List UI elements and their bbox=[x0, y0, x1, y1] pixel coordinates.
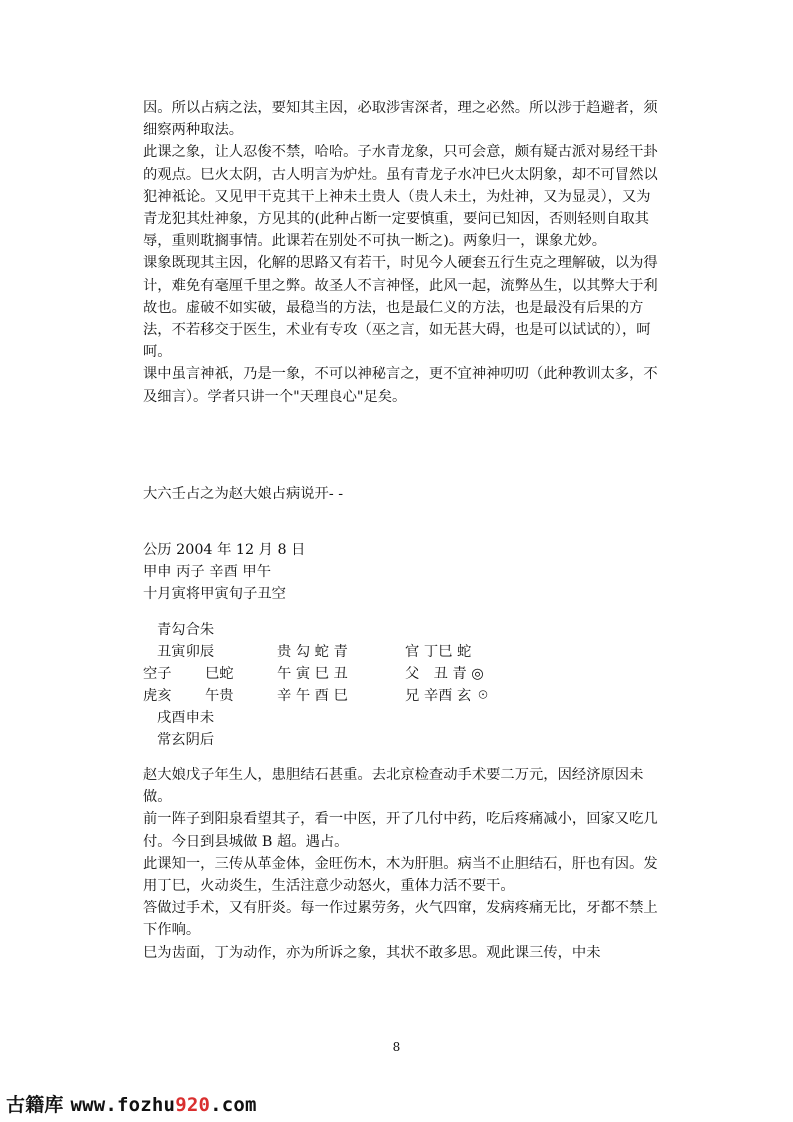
chart-top-labels: 青勾合朱 bbox=[157, 622, 215, 638]
case-line-1: 赵大娘戊子年生人，患胆结石甚重。去北京检查动手术要二万元，因经济原因未做。 bbox=[143, 767, 644, 806]
case-line-2: 前一阵子到阳泉看望其子，看一中医，开了几付中药，吃后疼痛减小，回家又吃几 bbox=[143, 811, 658, 828]
watermark-site-name: 古籍库 bbox=[6, 1094, 64, 1116]
month-general-line: 十月寅将甲寅旬子丑空 bbox=[143, 586, 286, 602]
case-line-7: 下作响。 bbox=[143, 922, 201, 939]
paragraph-1: 因。所以占病之法，要知其主因，必取涉害深者，理之必然。所以涉于趋避者，须细察两种取法。 bbox=[143, 100, 658, 139]
chart-bottom-labels: 常玄阴后 bbox=[157, 732, 215, 748]
case-text-block bbox=[143, 764, 658, 964]
chart-left-row2: 虎亥 bbox=[143, 688, 172, 704]
page-number: 8 bbox=[392, 1040, 401, 1054]
watermark-url-prefix: www.fozhu bbox=[70, 1094, 176, 1116]
case-line-5: 用丁巳，火动炎生，生活注意少动怒火，重体力活不要干。 bbox=[143, 878, 515, 895]
chuan-row-2: 父 丑 青 ◎ bbox=[405, 666, 484, 682]
chuan-row-1: 官 丁巳 蛇 bbox=[405, 644, 472, 660]
case-line-6: 答做过手术，又有肝炎。每一作过累劳务，火气四窜，发病疼痛无比，牙都不禁上 bbox=[143, 900, 658, 917]
top-text-block bbox=[143, 97, 658, 408]
site-watermark bbox=[6, 1090, 257, 1117]
paragraph-3: 课象既现其主因，化解的思路又有若干，时见今人硬套五行生克之理解破，以为得计，难免有毫厘千里之弊。故圣人不言神怪，此风一起，流弊丛生，以其弊大于利故也。虚破不如实破，最稳当的方法，也是最仁义的方法，也是最没有后果的方法，不若移交于医生，术业有专攻（巫之言，如无甚大碍，也是可以试试的），呵呵。 bbox=[143, 255, 658, 361]
section-heading: 大六壬占之为赵大娘占病说开- - bbox=[143, 486, 344, 502]
chuan-row-3: 兄 辛酉 玄 ☉ bbox=[405, 688, 491, 704]
paragraph-4: 课中虽言神祇，乃是一象，不可以神秘言之，更不宜神神叨叨（此种教训太多，不及细言）。学者只讲一个"天理良心"足矣。 bbox=[143, 366, 658, 405]
chart-left-row1-b: 巳蛇 bbox=[205, 666, 234, 682]
chart-top-branches: 丑寅卯辰 bbox=[157, 644, 215, 660]
chart-bottom-branches: 戌酉申未 bbox=[157, 710, 215, 726]
chart-left-row1: 空子 bbox=[143, 666, 172, 682]
date-line: 公历 2004 年 12 月 8 日 bbox=[143, 542, 306, 558]
ganzhi-line: 甲申 丙子 辛酉 甲午 bbox=[143, 564, 272, 580]
ke-row-3: 辛 午 酉 巳 bbox=[277, 688, 348, 704]
watermark-url-number: 920 bbox=[175, 1094, 211, 1116]
ke-row-2: 午 寅 巳 丑 bbox=[277, 666, 348, 682]
ke-row-1: 贵 勾 蛇 青 bbox=[277, 644, 348, 660]
chart-left-row2-b: 午贵 bbox=[205, 688, 234, 704]
case-line-4: 此课知一，三传从革金体，金旺伤木，木为肝胆。病当不止胆结石，肝也有因。发 bbox=[143, 855, 658, 872]
case-line-8: 巳为齿面，丁为动作，亦为所诉之象，其状不敢多思。观此课三传，中未 bbox=[143, 944, 601, 961]
watermark-url bbox=[70, 1094, 256, 1116]
paragraph-2: 此课之象，让人忍俊不禁，哈哈。子水青龙象，只可会意，颇有疑古派对易经干卦的观点。巳火太阴，古人明言为炉灶。虽有青龙子水冲巳火太阴象，却不可冒然以犯神祗论。又见甲干克其干上神未土贵人（贵人未土，为灶神，又为显灵），又为青龙犯其灶神象，方见其的(此种占断一定要慎重，要问已知因，否则轻则自取其辱，重则耽搁事情。此课若在别处不可执一断之)。两象归一，课象尤妙。 bbox=[143, 144, 658, 250]
case-line-3: 付。今日到县城做 B 超。遇占。 bbox=[143, 833, 349, 850]
watermark-url-suffix: .com bbox=[210, 1094, 257, 1116]
